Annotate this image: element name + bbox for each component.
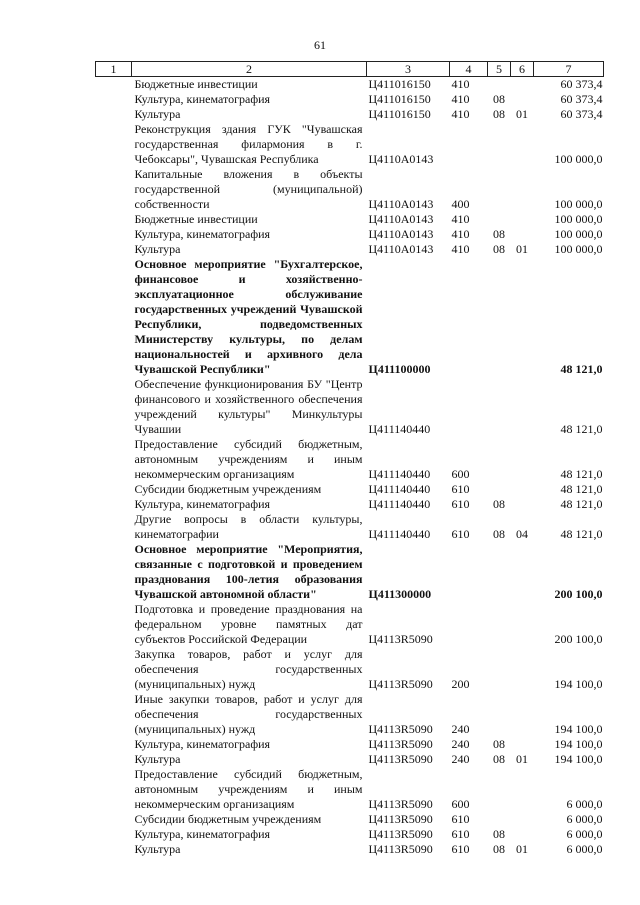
amount-cell: 60 373,4 <box>560 107 603 121</box>
section-cell <box>488 122 511 167</box>
expense-type-cell: 410 <box>451 227 470 241</box>
column-header: 6 <box>511 62 534 77</box>
item-name-cell: Подготовка и проведение празднования на федеральном уровне памятных дат субъектов Российской Федерации <box>134 602 363 646</box>
item-name-cell: Основное мероприятие "Мероприятия, связанные с подготовкой и проведением празднования 100-летия образования Чувашской автономной области" <box>134 542 363 601</box>
table-row <box>96 107 604 122</box>
table-row <box>96 257 604 377</box>
item-name-cell: Иные закупки товаров, работ и услуг для обеспечения государственных (муниципальных) нужд <box>134 692 363 736</box>
target-code-cell: Ц4110А0143 <box>368 212 434 226</box>
subsection-cell <box>511 692 534 737</box>
row-number-cell <box>96 167 132 212</box>
table-row <box>96 242 604 257</box>
target-code-cell: Ц411100000 <box>368 362 431 376</box>
subsection-cell <box>511 497 534 512</box>
table-row <box>96 122 604 167</box>
table-row <box>96 602 604 647</box>
subsection-cell <box>511 647 534 692</box>
target-code-cell: Ц411140440 <box>368 497 431 511</box>
subsection-cell: 04 <box>516 527 528 541</box>
item-name-cell: Культура <box>134 242 181 256</box>
expense-type-cell: 610 <box>451 812 470 826</box>
item-name-cell: Культура <box>134 842 181 856</box>
target-code-cell: Ц4110А0143 <box>368 242 434 256</box>
column-header: 5 <box>488 62 511 77</box>
item-name-cell: Субсидии бюджетным учреждениям <box>134 812 322 826</box>
item-name-cell: Культура <box>134 107 181 121</box>
budget-table <box>95 61 604 857</box>
expense-type-cell <box>450 542 488 602</box>
amount-cell: 100 000,0 <box>554 227 603 241</box>
expense-type-cell: 600 <box>451 797 470 811</box>
target-code-cell: Ц4113R5090 <box>368 842 433 856</box>
expense-type-cell: 610 <box>451 497 470 511</box>
subsection-cell <box>511 212 534 227</box>
row-number-cell <box>96 122 132 167</box>
section-cell: 08 <box>493 107 505 121</box>
target-code-cell: Ц4113R5090 <box>368 812 433 826</box>
section-cell: 08 <box>493 842 505 856</box>
target-code-cell: Ц4113R5090 <box>368 827 433 841</box>
target-code-cell: Ц4113R5090 <box>368 722 433 736</box>
expense-type-cell: 410 <box>451 77 470 91</box>
amount-cell: 6 000,0 <box>566 812 603 826</box>
subsection-cell: 01 <box>516 107 528 121</box>
target-code-cell: Ц411300000 <box>368 587 432 601</box>
expense-type-cell: 600 <box>451 467 470 481</box>
amount-cell: 48 121,0 <box>560 497 603 511</box>
subsection-cell <box>511 737 534 752</box>
amount-cell: 60 373,4 <box>560 77 603 91</box>
subsection-cell <box>511 92 534 107</box>
target-code-cell: Ц4113R5090 <box>368 797 433 811</box>
row-number-cell <box>96 107 132 122</box>
table-row <box>96 692 604 737</box>
amount-cell: 194 100,0 <box>554 677 603 691</box>
section-cell: 08 <box>493 527 505 541</box>
row-number-cell <box>96 767 132 812</box>
expense-type-cell: 610 <box>451 482 470 496</box>
row-number-cell <box>96 842 132 857</box>
target-code-cell: Ц4110А0143 <box>368 197 434 211</box>
section-cell <box>488 812 511 827</box>
row-number-cell <box>96 647 132 692</box>
expense-type-cell: 400 <box>451 197 470 211</box>
row-number-cell <box>96 692 132 737</box>
table-body <box>96 77 604 858</box>
section-cell <box>488 212 511 227</box>
target-code-cell: Ц411016150 <box>368 77 431 91</box>
table-row <box>96 647 604 692</box>
section-cell <box>488 77 511 93</box>
expense-type-cell: 410 <box>451 92 470 106</box>
section-cell <box>488 647 511 692</box>
expense-type-cell: 610 <box>451 842 470 856</box>
table-row <box>96 812 604 827</box>
subsection-cell <box>511 767 534 812</box>
amount-cell: 48 121,0 <box>560 527 603 541</box>
expense-type-cell: 240 <box>451 737 470 751</box>
row-number-cell <box>96 737 132 752</box>
section-cell: 08 <box>493 227 505 241</box>
target-code-cell: Ц411140440 <box>368 467 431 481</box>
section-cell <box>488 482 511 497</box>
row-number-cell <box>96 542 132 602</box>
subsection-cell <box>511 227 534 242</box>
expense-type-cell: 240 <box>451 722 470 736</box>
row-number-cell <box>96 497 132 512</box>
item-name-cell: Культура, кинематография <box>134 737 271 751</box>
target-code-cell: Ц4113R5090 <box>368 752 433 766</box>
subsection-cell: 01 <box>516 752 528 766</box>
section-cell: 08 <box>493 497 505 511</box>
row-number-cell <box>96 212 132 227</box>
row-number-cell <box>96 437 132 482</box>
amount-cell: 100 000,0 <box>554 152 603 166</box>
table-row <box>96 482 604 497</box>
section-cell: 08 <box>493 827 505 841</box>
item-name-cell: Бюджетные инвестиции <box>134 77 258 91</box>
item-name-cell: Бюджетные инвестиции <box>134 212 258 226</box>
item-name-cell: Закупка товаров, работ и услуг для обеспечения государственных (муниципальных) нужд <box>134 647 363 691</box>
table-row <box>96 497 604 512</box>
subsection-cell <box>511 602 534 647</box>
amount-cell: 194 100,0 <box>554 722 603 736</box>
row-number-cell <box>96 512 132 542</box>
target-code-cell: Ц411016150 <box>368 92 431 106</box>
row-number-cell <box>96 812 132 827</box>
amount-cell: 6 000,0 <box>566 827 603 841</box>
amount-cell: 48 121,0 <box>560 422 603 436</box>
subsection-cell <box>511 812 534 827</box>
row-number-cell <box>96 752 132 767</box>
item-name-cell: Культура, кинематография <box>134 92 271 106</box>
expense-type-cell: 410 <box>451 242 470 256</box>
expense-type-cell <box>450 257 488 377</box>
expense-type-cell: 200 <box>451 677 470 691</box>
amount-cell: 100 000,0 <box>554 242 603 256</box>
section-cell <box>488 437 511 482</box>
table-row <box>96 737 604 752</box>
amount-cell: 48 121,0 <box>560 362 603 376</box>
section-cell <box>488 542 511 602</box>
row-number-cell <box>96 827 132 842</box>
expense-type-cell: 410 <box>451 107 470 121</box>
amount-cell: 194 100,0 <box>554 752 603 766</box>
table-row <box>96 92 604 107</box>
amount-cell: 60 373,4 <box>560 92 603 106</box>
item-name-cell: Культура, кинематография <box>134 227 271 241</box>
section-cell <box>488 377 511 437</box>
target-code-cell: Ц411140440 <box>368 527 431 541</box>
target-code-cell: Ц4113R5090 <box>368 632 433 646</box>
section-cell <box>488 692 511 737</box>
subsection-cell <box>511 827 534 842</box>
column-header: 2 <box>132 62 367 77</box>
column-header: 4 <box>450 62 488 77</box>
section-cell: 08 <box>493 737 505 751</box>
target-code-cell: Ц411140440 <box>368 422 431 436</box>
row-number-cell <box>96 257 132 377</box>
table-row <box>96 827 604 842</box>
section-cell: 08 <box>493 242 505 256</box>
section-cell: 08 <box>493 92 505 106</box>
subsection-cell: 01 <box>516 842 528 856</box>
subsection-cell <box>511 122 534 167</box>
row-number-cell <box>96 377 132 437</box>
amount-cell: 48 121,0 <box>560 482 603 496</box>
subsection-cell <box>511 437 534 482</box>
amount-cell: 100 000,0 <box>554 212 603 226</box>
item-name-cell: Другие вопросы в области культуры, кинематографии <box>134 512 363 541</box>
row-number-cell <box>96 602 132 647</box>
expense-type-cell <box>450 122 488 167</box>
subsection-cell <box>511 77 534 93</box>
target-code-cell: Ц4110А0143 <box>368 152 434 166</box>
subsection-cell <box>511 377 534 437</box>
amount-cell: 200 100,0 <box>554 632 603 646</box>
item-name-cell: Реконструкция здания ГУК "Чувашская государственная филармония в г. Чебоксары", Чувашская Республика <box>134 122 363 166</box>
amount-cell: 6 000,0 <box>566 842 603 856</box>
expense-type-cell: 240 <box>451 752 470 766</box>
table-row <box>96 542 604 602</box>
item-name-cell: Культура, кинематография <box>134 827 271 841</box>
target-code-cell: Ц4113R5090 <box>368 677 433 691</box>
table-row <box>96 512 604 542</box>
expense-type-cell: 410 <box>451 212 470 226</box>
target-code-cell: Ц4110А0143 <box>368 227 434 241</box>
column-header: 3 <box>367 62 450 77</box>
amount-cell: 100 000,0 <box>554 197 603 211</box>
target-code-cell: Ц411016150 <box>368 107 431 121</box>
page-number: 61 <box>314 38 326 52</box>
table-row <box>96 167 604 212</box>
item-name-cell: Предоставление субсидий бюджетным, автономным учреждениям и иным некоммерческим организациям <box>134 767 363 811</box>
item-name-cell: Основное мероприятие "Бухгалтерское, финансовое и хозяйственно-эксплуатационное обслуживание государственных учреждений Чувашской Республики, подведомственных Министерству культуры, по делам национальностей и архивного дела Чувашской Республики" <box>134 257 363 376</box>
subsection-cell: 01 <box>516 242 528 256</box>
expense-type-cell <box>450 377 488 437</box>
amount-cell: 6 000,0 <box>566 797 603 811</box>
row-number-cell <box>96 77 132 93</box>
section-cell <box>488 167 511 212</box>
subsection-cell <box>511 257 534 377</box>
column-header: 1 <box>96 62 132 77</box>
item-name-cell: Капитальные вложения в объекты государственной (муниципальной) собственности <box>134 167 363 211</box>
expense-type-cell: 610 <box>451 527 470 541</box>
section-cell <box>488 602 511 647</box>
section-cell: 08 <box>493 752 505 766</box>
column-number-row <box>96 62 604 77</box>
table-row <box>96 767 604 812</box>
row-number-cell <box>96 482 132 497</box>
item-name-cell: Культура, кинематография <box>134 497 271 511</box>
subsection-cell <box>511 482 534 497</box>
item-name-cell: Обеспечение функционирования БУ "Центр финансового и хозяйственного обеспечения учреждений культуры" Минкультуры Чувашии <box>134 377 363 436</box>
amount-cell: 200 100,0 <box>554 587 603 601</box>
amount-cell: 194 100,0 <box>554 737 603 751</box>
table-row <box>96 842 604 857</box>
amount-cell: 48 121,0 <box>560 467 603 481</box>
row-number-cell <box>96 227 132 242</box>
column-header: 7 <box>534 62 604 77</box>
item-name-cell: Субсидии бюджетным учреждениям <box>134 482 322 496</box>
row-number-cell <box>96 242 132 257</box>
table-row <box>96 437 604 482</box>
table-row <box>96 377 604 437</box>
expense-type-cell: 610 <box>451 827 470 841</box>
subsection-cell <box>511 167 534 212</box>
row-number-cell <box>96 92 132 107</box>
table-row <box>96 752 604 767</box>
section-cell <box>488 257 511 377</box>
subsection-cell <box>511 542 534 602</box>
section-cell <box>488 767 511 812</box>
target-code-cell: Ц4113R5090 <box>368 737 433 751</box>
table-row <box>96 77 604 93</box>
table-row <box>96 227 604 242</box>
item-name-cell: Предоставление субсидий бюджетным, автономным учреждениям и иным некоммерческим организациям <box>134 437 363 481</box>
table-row <box>96 212 604 227</box>
expense-type-cell <box>450 602 488 647</box>
item-name-cell: Культура <box>134 752 181 766</box>
target-code-cell: Ц411140440 <box>368 482 431 496</box>
